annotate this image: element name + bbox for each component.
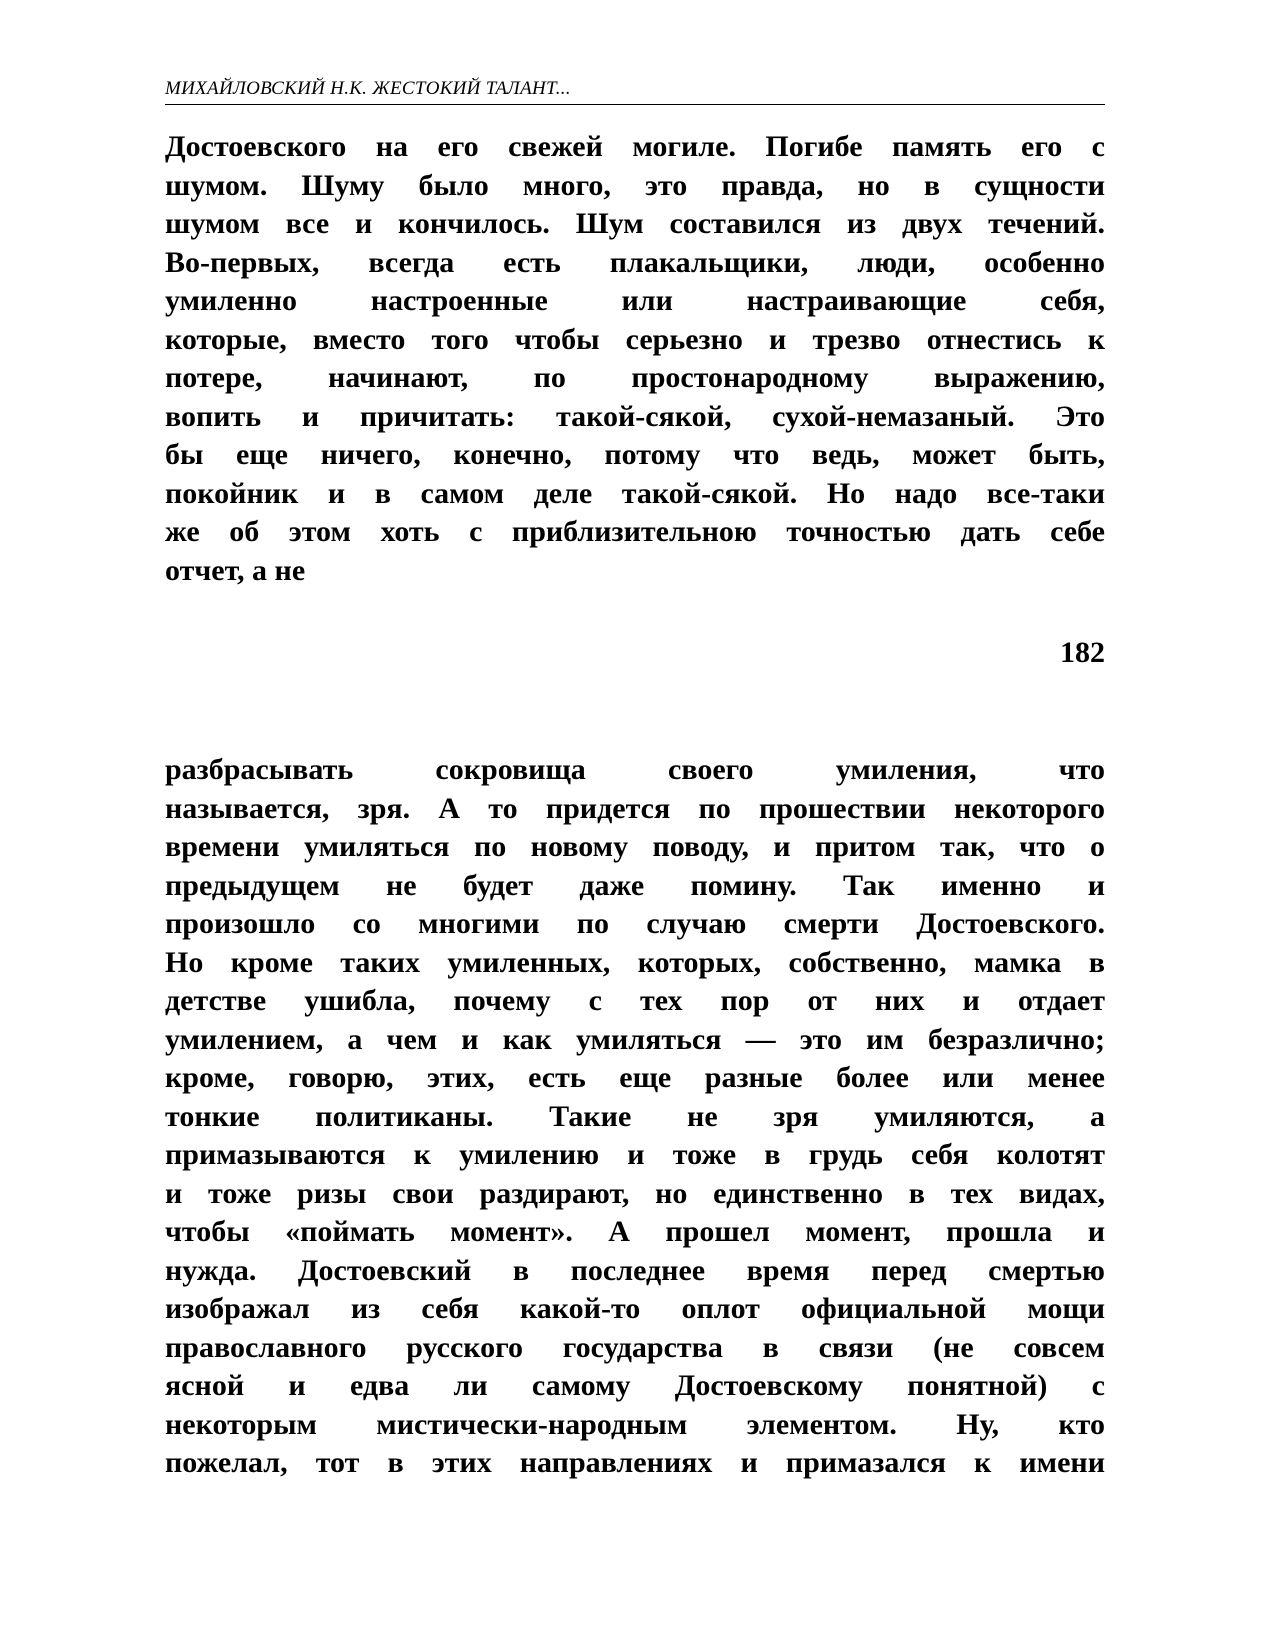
text-line: которые, вместо того чтобы серьезно и трезво отнестись к xyxy=(165,322,1105,356)
page-number: 182 xyxy=(1060,636,1105,669)
text-line: умиленно настроенные или настраивающие себя, xyxy=(165,284,1105,317)
running-header xyxy=(165,74,1105,105)
text-line: покойник и в самом деле такой-сякой. Но надо все-таки xyxy=(165,476,1105,510)
text-line: чтобы «поймать момент». А прошел момент, прошла и xyxy=(165,1215,1105,1248)
text-line: называется, зря. А то придется по прошествии некоторого xyxy=(165,791,1105,825)
text-line: бы еще ничего, конечно, потому что ведь, может быть, xyxy=(165,438,1105,471)
text-line: шумом. Шуму было много, это правда, но в сущности xyxy=(165,168,1105,202)
text-line: произошло со многими по случаю смерти Достоевского. xyxy=(165,907,1105,940)
text-line: некоторым мистически-народным элементом. Ну, кто xyxy=(165,1407,1105,1441)
text-line: вопить и причитать: такой-сякой, сухой-немазаный. Это xyxy=(165,399,1105,433)
text-line: времени умиляться по новому поводу, и притом так, что о xyxy=(165,830,1105,863)
text-line: кроме, говорю, этих, есть еще разные более или менее xyxy=(165,1061,1105,1094)
text-line: пожелал, тот в этих направлениях и примазался к имени xyxy=(165,1446,1105,1479)
text-line: детстве ушибла, почему с тех пор от них и отдает xyxy=(165,984,1105,1017)
text-line: ясной и едва ли самому Достоевскому понятной) с xyxy=(165,1369,1105,1402)
text-line: Во-первых, всегда есть плакальщики, люди, особенно xyxy=(165,245,1105,279)
text-line: нужда. Достоевский в последнее время перед смертью xyxy=(165,1253,1105,1287)
text-line: шумом все и кончилось. Шум составился из двух течений. xyxy=(165,207,1105,240)
text-line: же об этом хоть с приблизительною точностью дать себе xyxy=(165,515,1105,548)
text-line: изображал из себя какой-то оплот официальной мощи xyxy=(165,1292,1105,1325)
text-line: потере, начинают, по простонародному выражению, xyxy=(165,361,1105,394)
text-line: примазываются к умилению и тоже в грудь себя колотят xyxy=(165,1138,1105,1171)
text-line: отчет, а не xyxy=(165,553,306,587)
text-block-top xyxy=(165,128,1105,590)
text-line: и тоже ризы свои раздирают, но единственно в тех видах, xyxy=(165,1176,1105,1210)
text-line: тонкие политиканы. Такие не зря умиляются, а xyxy=(165,1099,1105,1133)
running-title: МИХАЙЛОВСКИЙ Н.К. ЖЕСТОКИЙ ТАЛАНТ... xyxy=(165,78,571,99)
text-block-bottom xyxy=(165,751,1105,1483)
text-line: Достоевского на его свежей могиле. Погибе память его с xyxy=(165,130,1105,163)
text-line: Но кроме таких умиленных, которых, собственно, мамка в xyxy=(165,945,1105,979)
text-line: разбрасывать сокровища своего умиления, что xyxy=(165,753,1105,786)
text-line: православного русского государства в связи (не совсем xyxy=(165,1330,1105,1364)
text-line: предыдущем не будет даже помину. Так именно и xyxy=(165,868,1105,902)
text-line: умилением, а чем и как умиляться — это им безразлично; xyxy=(165,1022,1105,1056)
